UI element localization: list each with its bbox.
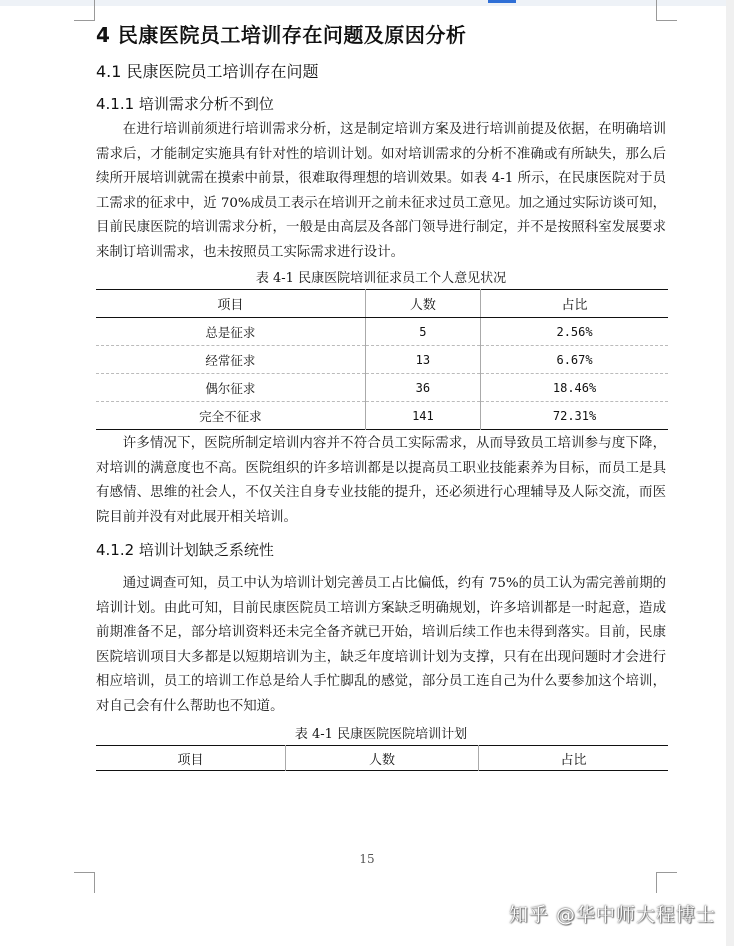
chapter-heading: 4 民康医院员工培训存在问题及原因分析 <box>96 23 467 47</box>
watermark: 知乎 @华中师大程博士 <box>508 904 716 926</box>
crop-mark-top-left <box>74 0 95 21</box>
table-header-count: 人数 <box>365 290 480 318</box>
page-number: 15 <box>359 852 375 866</box>
table-cell: 5 <box>365 318 480 346</box>
table-cell: 6.67% <box>481 346 668 374</box>
table-cell: 18.46% <box>481 374 668 402</box>
ruler-marker <box>488 0 516 3</box>
paragraph-2: 许多情况下，医院所制定培训内容并不符合员工实际需求，从而导致员工培训参与度下降，对培训的满意度也不高。医院组织的许多培训都是以提高员工职业技能素养为目标，而员工是具有感情、思维的社会人，不仅关注自身专业技能的提升，还必须进行心理辅导及人际交流，而医院目前并没有对此展开相关培训。 <box>96 436 666 525</box>
table-cell: 经常征求 <box>96 346 365 374</box>
table-survey <box>96 289 668 430</box>
table-header-ratio: 占比 <box>481 290 668 318</box>
document-body <box>96 20 666 771</box>
table-header-item: 项目 <box>96 290 365 318</box>
table-cell: 36 <box>365 374 480 402</box>
table-cell: 72.31% <box>481 402 668 430</box>
top-ruler <box>0 0 734 6</box>
table-cell: 13 <box>365 346 480 374</box>
table-cell: 总是征求 <box>96 318 365 346</box>
table-cell: 141 <box>365 402 480 430</box>
table-cell: 偶尔征求 <box>96 374 365 402</box>
table-cell: 完全不征求 <box>199 408 262 424</box>
paragraph-1: 在进行培训前须进行培训需求分析，这是制定培训方案及进行培训前提及依据，在明确培训需求后，才能制定实施具有针对性的培训计划。如对培训需求的分析不准确或有所缺失，那么后续所开展培训就需在摸索中前景，很难取得理想的培训效果。如表 4-1 所示，在民康医院对于员工需求的征求中，近 70%成员工表示在培训开之前未征求过员工意见。加之通过实际访谈可知，目前民康医院的培训需求分析，一般是由高层及各部门领导进行制定，并不是按照科室发展要求来制订培训需求，也未按照员工实际需求进行设计。 <box>96 122 666 260</box>
table-header-ratio: 占比 <box>479 746 668 771</box>
table-caption-1: 表 4-1 民康医院培训征求员工个人意见状况 <box>255 271 507 286</box>
table-row <box>96 318 668 346</box>
page-edge <box>726 0 734 946</box>
crop-mark-bottom-left <box>74 872 95 893</box>
subsection-heading-2: 4.1.2 培训计划缺乏系统性 <box>96 541 274 559</box>
section-heading: 4.1 民康医院员工培训存在问题 <box>96 62 319 81</box>
table-row <box>96 374 668 402</box>
table-row <box>96 402 668 430</box>
table-header-item: 项目 <box>177 752 204 768</box>
table-cell: 2.56% <box>481 318 668 346</box>
crop-mark-top-right <box>656 0 677 21</box>
paragraph-3: 通过调查可知，员工中认为培训计划完善员工占比偏低，约有 75%的员工认为需完善前期的培训计划。由此可知，目前民康医院员工培训方案缺乏明确规划，许多培训都是一时起意，造成前期准备不足，部分培训资料还未完全备齐就已开始，培训后续工作也未得到落实。目前，民康医院培训项目大多都是以短期培训为主，缺乏年度培训计划为支撑，只有在出现问题时才会进行相应培训，员工的培训工作总是给人手忙脚乱的感觉，部分员工连自己为什么要参加这个培训，对自己会有什么帮助也不知道。 <box>96 576 666 714</box>
table-plan <box>96 745 668 771</box>
table-row <box>96 346 668 374</box>
table-header-count: 人数 <box>285 746 478 771</box>
subsection-heading-1: 4.1.1 培训需求分析不到位 <box>96 95 274 113</box>
table-caption-2: 表 4-1 民康医院医院培训计划 <box>294 727 468 742</box>
crop-mark-bottom-right <box>656 872 677 893</box>
